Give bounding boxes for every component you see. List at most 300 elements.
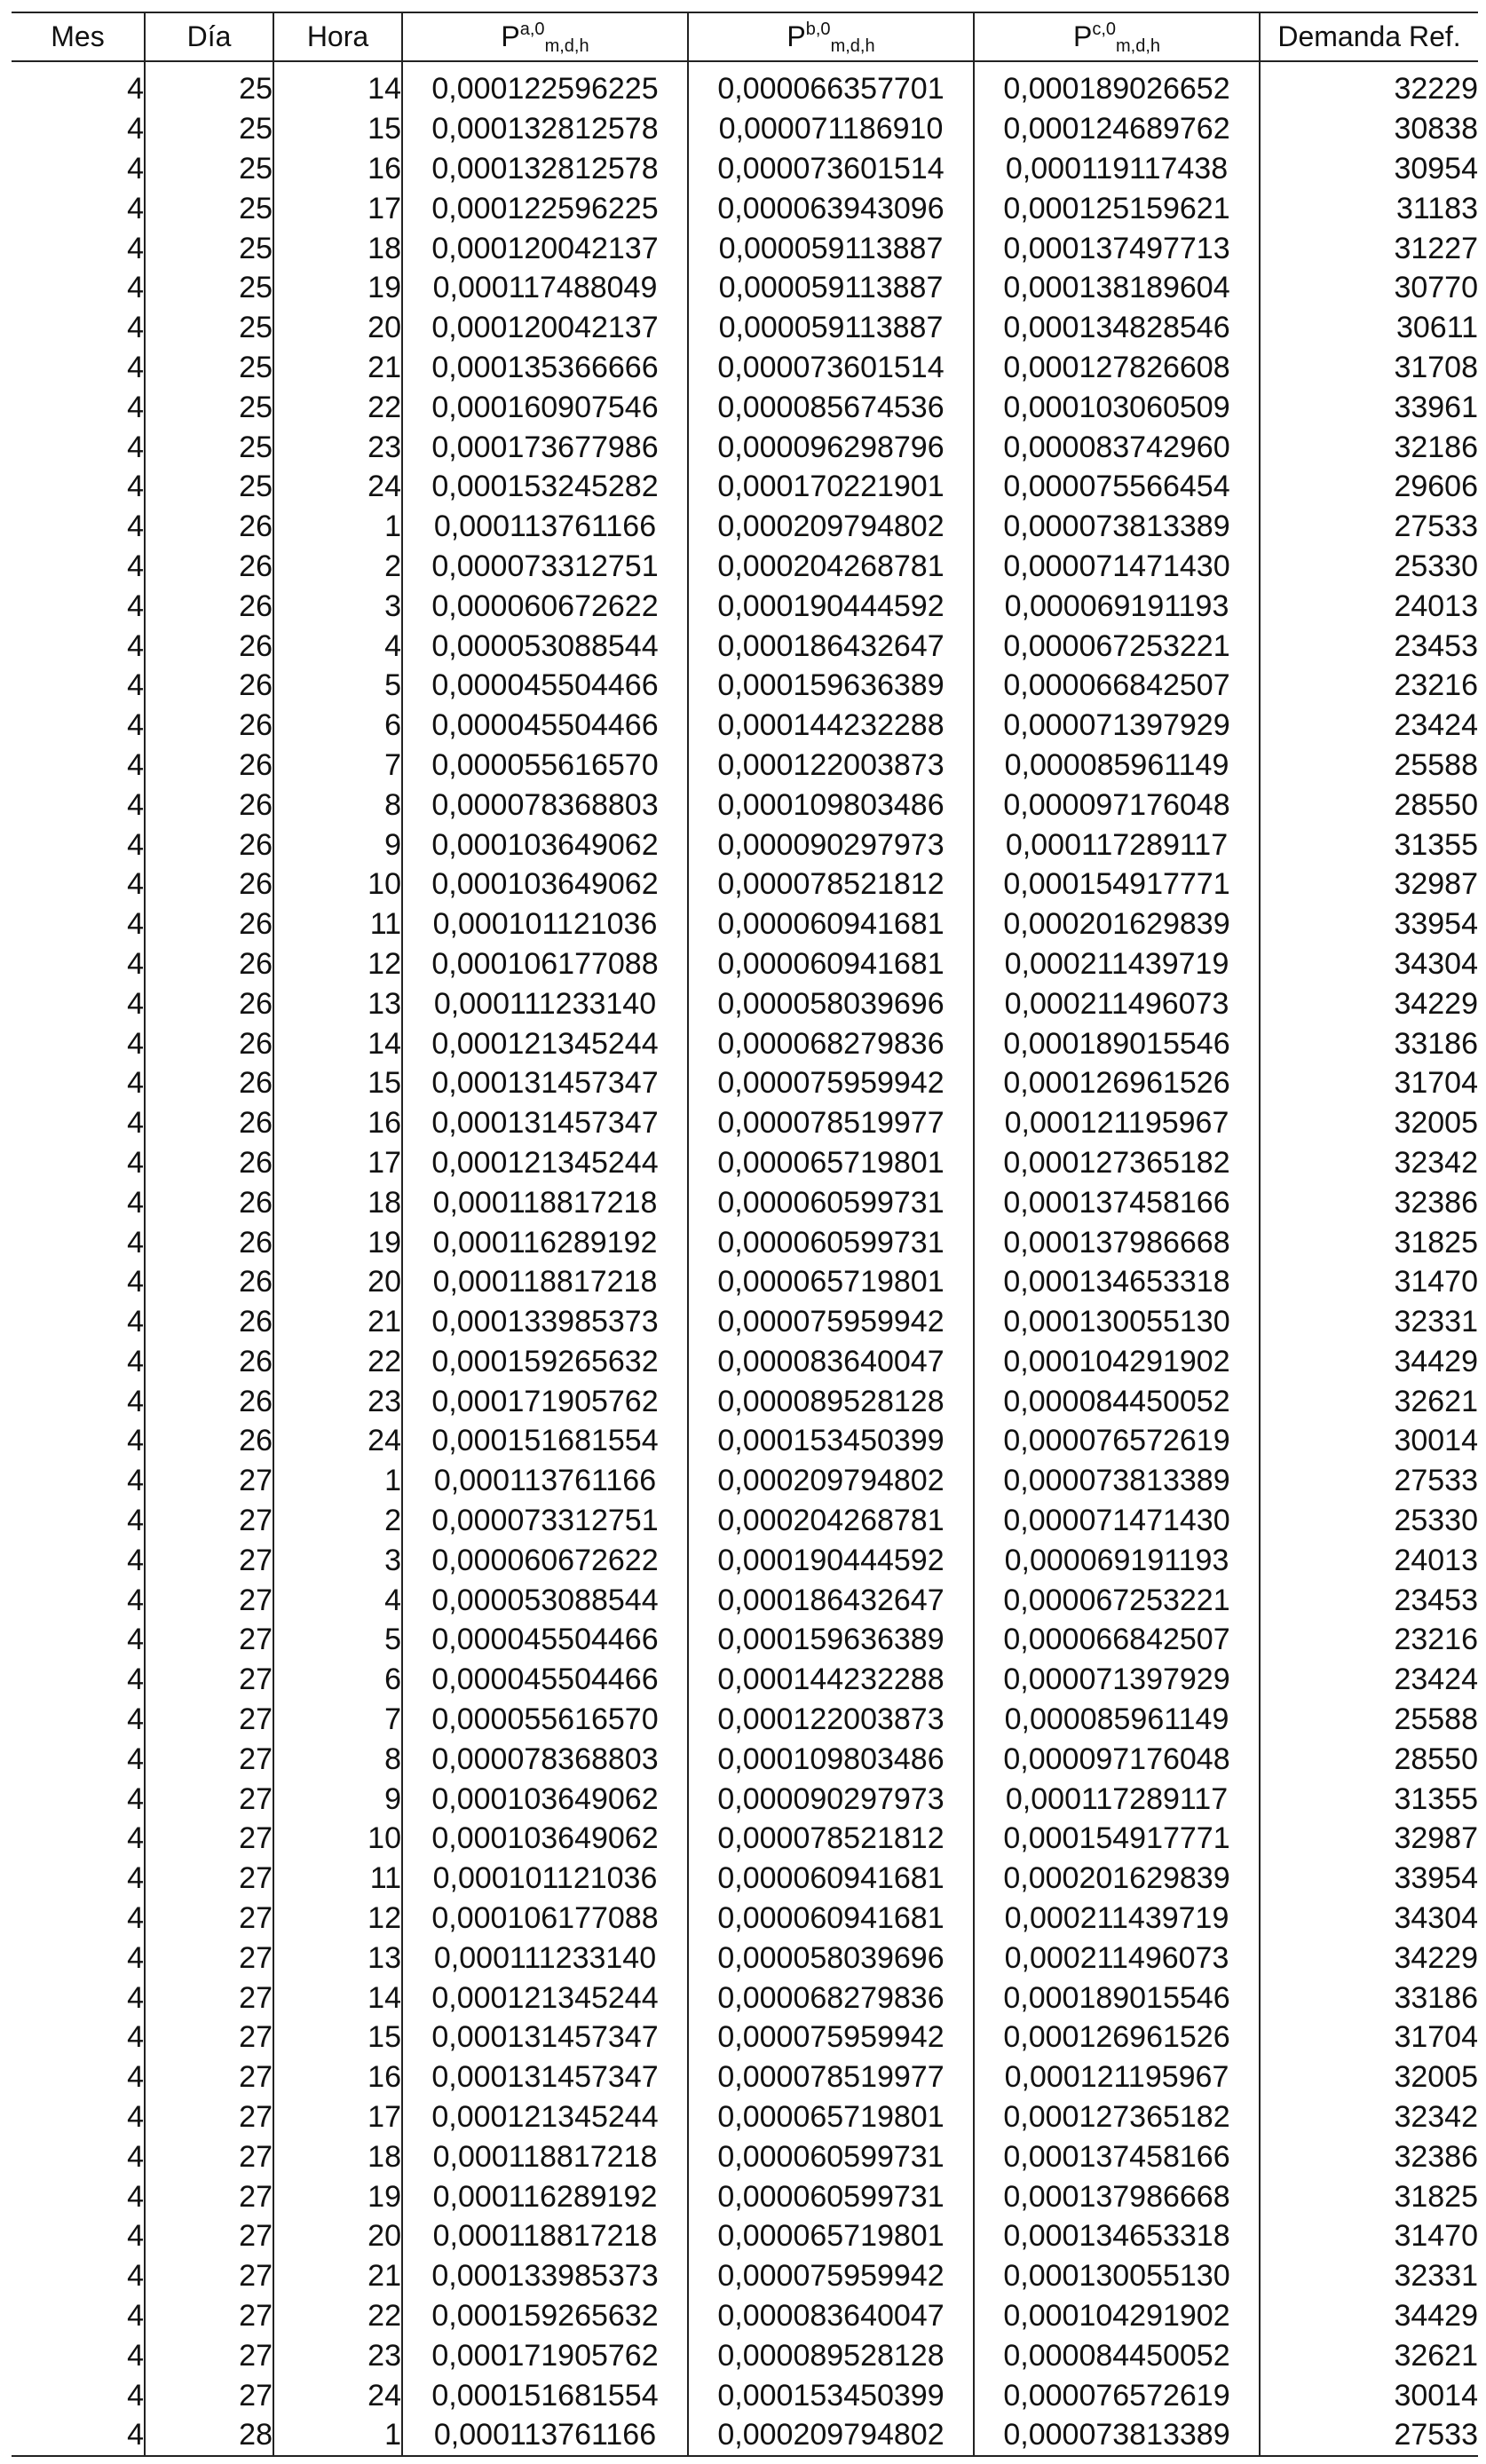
- cell-hora: 10: [273, 1819, 402, 1859]
- cell-pb0: 0,000083640047: [688, 1342, 974, 1382]
- cell-mes: 4: [127, 1662, 144, 1697]
- cell-dia: 27: [145, 2097, 273, 2137]
- cell-pb0: 0,000085674536: [688, 387, 974, 427]
- table-row: [12, 1660, 1478, 1700]
- cell-demanda: 32386: [1260, 1182, 1478, 1222]
- cell-demanda: 33186: [1260, 1978, 1478, 2018]
- cell-pc0: 0,000069191193: [974, 1540, 1260, 1580]
- cell-hora: 18: [273, 1182, 402, 1222]
- cell-mes: 4: [127, 2338, 144, 2373]
- cell-pa0: 0,000151681554: [402, 1421, 688, 1461]
- cell-pa0: 0,000118817218: [402, 2136, 688, 2176]
- cell-hora: 3: [273, 1540, 402, 1580]
- cell-pb0: 0,000090297973: [688, 1779, 974, 1819]
- cell-dia: 25: [145, 228, 273, 268]
- cell-dia: 27: [145, 2335, 273, 2375]
- cell-pc0: 0,000134653318: [974, 1262, 1260, 1302]
- cell-hora: 10: [273, 865, 402, 904]
- cell-mes: 4: [127, 1265, 144, 1299]
- cell-pa0: 0,000045504466: [402, 1620, 688, 1660]
- cell-hora: 19: [273, 2176, 402, 2216]
- cell-mes: 4: [127, 2219, 144, 2254]
- cell-pa0: 0,000078368803: [402, 785, 688, 825]
- cell-demanda: 34429: [1260, 1342, 1478, 1382]
- cell-hora: 11: [273, 1859, 402, 1899]
- table-row: [12, 188, 1478, 228]
- cell-pa0: 0,000055616570: [402, 1700, 688, 1740]
- cell-pa0: 0,000121345244: [402, 2097, 688, 2137]
- cell-pc0: 0,000189015546: [974, 1978, 1260, 2018]
- cell-dia: 25: [145, 427, 273, 467]
- cell-demanda: 33954: [1260, 1859, 1478, 1899]
- cell-mes: 4: [127, 1066, 144, 1101]
- cell-pb0: 0,000068279836: [688, 1978, 974, 2018]
- table-row: [12, 865, 1478, 904]
- cell-pb0: 0,000109803486: [688, 785, 974, 825]
- cell-demanda: 31704: [1260, 1063, 1478, 1103]
- table-row: [12, 1978, 1478, 2018]
- cell-pa0: 0,000121345244: [402, 1023, 688, 1063]
- cell-mes: 4: [127, 1741, 144, 1776]
- header-subscript: m,d,h: [544, 36, 589, 56]
- cell-dia: 26: [145, 1302, 273, 1342]
- cell-pa0: 0,000118817218: [402, 1182, 688, 1222]
- cell-pc0: 0,000071471430: [974, 1501, 1260, 1541]
- cell-demanda: 34229: [1260, 983, 1478, 1023]
- table-row: [12, 2216, 1478, 2256]
- table-row: [12, 1381, 1478, 1421]
- cell-dia: 27: [145, 2176, 273, 2216]
- cell-mes: 4: [127, 1344, 144, 1378]
- cell-mes: 4: [127, 1504, 144, 1538]
- cell-pa0: 0,000113761166: [402, 2415, 688, 2456]
- cell-mes: 4: [127, 986, 144, 1021]
- cell-dia: 25: [145, 149, 273, 189]
- cell-pc0: 0,000084450052: [974, 1381, 1260, 1421]
- cell-pc0: 0,000201629839: [974, 904, 1260, 944]
- cell-pb0: 0,000075959942: [688, 1302, 974, 1342]
- cell-pb0: 0,000071186910: [688, 109, 974, 149]
- table-row: [12, 1540, 1478, 1580]
- cell-demanda: 23424: [1260, 1660, 1478, 1700]
- cell-hora: 22: [273, 1342, 402, 1382]
- table-row: [12, 1262, 1478, 1302]
- header-hora: [273, 12, 402, 61]
- cell-dia: 26: [145, 1143, 273, 1183]
- cell-pa0: 0,000103649062: [402, 1819, 688, 1859]
- cell-pc0: 0,000076572619: [974, 1421, 1260, 1461]
- cell-pb0: 0,000078521812: [688, 1819, 974, 1859]
- cell-hora: 20: [273, 308, 402, 348]
- cell-mes: 4: [127, 2100, 144, 2135]
- cell-pb0: 0,000209794802: [688, 507, 974, 547]
- cell-dia: 27: [145, 1739, 273, 1779]
- table-row: [12, 1899, 1478, 1939]
- cell-pb0: 0,000144232288: [688, 1660, 974, 1700]
- cell-pa0: 0,000106177088: [402, 944, 688, 984]
- cell-mes: 4: [127, 470, 144, 504]
- cell-dia: 28: [145, 2415, 273, 2456]
- cell-pb0: 0,000063943096: [688, 188, 974, 228]
- cell-hora: 22: [273, 2296, 402, 2336]
- cell-mes: 4: [127, 191, 144, 225]
- cell-mes: 4: [127, 2299, 144, 2334]
- cell-dia: 27: [145, 1779, 273, 1819]
- cell-dia: 26: [145, 1262, 273, 1302]
- cell-pa0: 0,000133985373: [402, 2256, 688, 2296]
- data-table: [12, 12, 1478, 2457]
- cell-dia: 25: [145, 61, 273, 109]
- cell-pc0: 0,000127365182: [974, 1143, 1260, 1183]
- table-row: [12, 785, 1478, 825]
- table-row: [12, 746, 1478, 786]
- cell-dia: 26: [145, 1222, 273, 1262]
- cell-pb0: 0,000059113887: [688, 268, 974, 308]
- cell-dia: 26: [145, 1103, 273, 1143]
- cell-hora: 5: [273, 1620, 402, 1660]
- cell-demanda: 27533: [1260, 507, 1478, 547]
- cell-mes: 4: [127, 2378, 144, 2413]
- header-label: Mes: [51, 20, 105, 52]
- cell-demanda: 30611: [1260, 308, 1478, 348]
- cell-pa0: 0,000101121036: [402, 904, 688, 944]
- cell-mes: 4: [127, 1702, 144, 1737]
- cell-pa0: 0,000045504466: [402, 1660, 688, 1700]
- cell-hora: 1: [273, 507, 402, 547]
- cell-pa0: 0,000116289192: [402, 1222, 688, 1262]
- cell-hora: 5: [273, 666, 402, 706]
- cell-pb0: 0,000109803486: [688, 1739, 974, 1779]
- table-row: [12, 1779, 1478, 1819]
- cell-pb0: 0,000060599731: [688, 2176, 974, 2216]
- cell-pb0: 0,000065719801: [688, 1262, 974, 1302]
- cell-pa0: 0,000159265632: [402, 2296, 688, 2336]
- cell-hora: 16: [273, 149, 402, 189]
- header-subscript: m,d,h: [830, 36, 875, 56]
- cell-hora: 23: [273, 1381, 402, 1421]
- cell-pc0: 0,000097176048: [974, 1739, 1260, 1779]
- cell-dia: 26: [145, 1023, 273, 1063]
- cell-mes: 4: [127, 1026, 144, 1061]
- cell-pc0: 0,000067253221: [974, 1580, 1260, 1620]
- table-row: [12, 2097, 1478, 2137]
- cell-pc0: 0,000103060509: [974, 387, 1260, 427]
- cell-hora: 7: [273, 1700, 402, 1740]
- cell-mes: 4: [127, 1384, 144, 1418]
- cell-hora: 12: [273, 944, 402, 984]
- cell-demanda: 32005: [1260, 2057, 1478, 2097]
- cell-demanda: 31355: [1260, 825, 1478, 865]
- cell-dia: 26: [145, 1381, 273, 1421]
- cell-dia: 27: [145, 2216, 273, 2256]
- cell-hora: 9: [273, 825, 402, 865]
- table-row: [12, 1143, 1478, 1183]
- cell-pc0: 0,000211496073: [974, 983, 1260, 1023]
- cell-demanda: 31708: [1260, 348, 1478, 388]
- cell-mes: 4: [127, 151, 144, 186]
- cell-hora: 14: [273, 1978, 402, 2018]
- table-row: [12, 61, 1478, 109]
- cell-pa0: 0,000171905762: [402, 2335, 688, 2375]
- cell-pb0: 0,000204268781: [688, 547, 974, 587]
- cell-pa0: 0,000159265632: [402, 1342, 688, 1382]
- cell-hora: 23: [273, 2335, 402, 2375]
- cell-dia: 25: [145, 467, 273, 507]
- cell-dia: 27: [145, 1501, 273, 1541]
- cell-dia: 26: [145, 507, 273, 547]
- cell-mes: 4: [127, 2020, 144, 2055]
- table-row: [12, 109, 1478, 149]
- cell-pa0: 0,000121345244: [402, 1978, 688, 2018]
- cell-pa0: 0,000060672622: [402, 1540, 688, 1580]
- header-demanda-ref: [1260, 12, 1478, 61]
- cell-demanda: 34304: [1260, 944, 1478, 984]
- cell-demanda: 30770: [1260, 268, 1478, 308]
- cell-pa0: 0,000060672622: [402, 586, 688, 626]
- cell-pb0: 0,000159636389: [688, 1620, 974, 1660]
- cell-mes: 4: [127, 390, 144, 424]
- header-row: [12, 12, 1478, 61]
- cell-mes: 4: [127, 1861, 144, 1896]
- cell-mes: 4: [127, 787, 144, 822]
- cell-demanda: 23216: [1260, 666, 1478, 706]
- cell-demanda: 23216: [1260, 1620, 1478, 1660]
- cell-demanda: 23424: [1260, 706, 1478, 746]
- cell-dia: 26: [145, 626, 273, 666]
- cell-pc0: 0,000121195967: [974, 1103, 1260, 1143]
- cell-pa0: 0,000173677986: [402, 427, 688, 467]
- table-row: [12, 1063, 1478, 1103]
- cell-pb0: 0,000089528128: [688, 2335, 974, 2375]
- cell-pb0: 0,000083640047: [688, 2296, 974, 2336]
- cell-pc0: 0,000130055130: [974, 2256, 1260, 2296]
- cell-demanda: 28550: [1260, 1739, 1478, 1779]
- header-superscript: a,0: [519, 20, 545, 39]
- cell-pb0: 0,000065719801: [688, 1143, 974, 1183]
- cell-demanda: 28550: [1260, 785, 1478, 825]
- table-row: [12, 1580, 1478, 1620]
- cell-demanda: 31470: [1260, 1262, 1478, 1302]
- cell-pc0: 0,000189026652: [974, 61, 1260, 109]
- cell-pb0: 0,000078519977: [688, 1103, 974, 1143]
- cell-dia: 26: [145, 944, 273, 984]
- cell-pb0: 0,000089528128: [688, 1381, 974, 1421]
- cell-dia: 27: [145, 2375, 273, 2415]
- cell-pc0: 0,000069191193: [974, 586, 1260, 626]
- cell-dia: 27: [145, 2018, 273, 2057]
- cell-hora: 8: [273, 1739, 402, 1779]
- cell-dia: 25: [145, 348, 273, 388]
- cell-pc0: 0,000201629839: [974, 1859, 1260, 1899]
- cell-dia: 26: [145, 904, 273, 944]
- table-row: [12, 586, 1478, 626]
- header-mes: [12, 12, 145, 61]
- cell-hora: 7: [273, 746, 402, 786]
- cell-pb0: 0,000078521812: [688, 865, 974, 904]
- cell-demanda: 31183: [1260, 188, 1478, 228]
- cell-pa0: 0,000103649062: [402, 865, 688, 904]
- cell-pa0: 0,000122596225: [402, 188, 688, 228]
- cell-pc0: 0,000189015546: [974, 1023, 1260, 1063]
- cell-pa0: 0,000116289192: [402, 2176, 688, 2216]
- cell-pa0: 0,000113761166: [402, 507, 688, 547]
- cell-dia: 27: [145, 1461, 273, 1501]
- cell-pb0: 0,000068279836: [688, 1023, 974, 1063]
- cell-hora: 19: [273, 1222, 402, 1262]
- table-row: [12, 149, 1478, 189]
- cell-hora: 4: [273, 626, 402, 666]
- table-row: [12, 666, 1478, 706]
- cell-pa0: 0,000122596225: [402, 61, 688, 109]
- header-dia: [145, 12, 273, 61]
- cell-mes: 4: [127, 1424, 144, 1458]
- cell-pa0: 0,000120042137: [402, 308, 688, 348]
- table-row: [12, 1023, 1478, 1063]
- table-row: [12, 1421, 1478, 1461]
- cell-pb0: 0,000122003873: [688, 1700, 974, 1740]
- table-row: [12, 983, 1478, 1023]
- cell-demanda: 30954: [1260, 149, 1478, 189]
- cell-mes: 4: [127, 112, 144, 146]
- cell-pc0: 0,000121195967: [974, 2057, 1260, 2097]
- table-row: [12, 1302, 1478, 1342]
- table-row: [12, 2136, 1478, 2176]
- table-row: [12, 1938, 1478, 1978]
- cell-pc0: 0,000084450052: [974, 2335, 1260, 2375]
- table-row: [12, 308, 1478, 348]
- cell-pa0: 0,000117488049: [402, 268, 688, 308]
- cell-demanda: 31825: [1260, 1222, 1478, 1262]
- cell-mes: 4: [127, 2259, 144, 2294]
- cell-mes: 4: [127, 628, 144, 663]
- cell-mes: 4: [127, 1781, 144, 1816]
- cell-hora: 2: [273, 547, 402, 587]
- cell-demanda: 27533: [1260, 1461, 1478, 1501]
- cell-pb0: 0,000096298796: [688, 427, 974, 467]
- cell-mes: 4: [127, 509, 144, 544]
- cell-demanda: 25588: [1260, 746, 1478, 786]
- cell-pc0: 0,000104291902: [974, 2296, 1260, 2336]
- cell-pa0: 0,000131457347: [402, 2057, 688, 2097]
- cell-demanda: 32621: [1260, 1381, 1478, 1421]
- cell-hora: 13: [273, 983, 402, 1023]
- cell-hora: 8: [273, 785, 402, 825]
- cell-demanda: 31825: [1260, 2176, 1478, 2216]
- cell-hora: 17: [273, 2097, 402, 2137]
- cell-dia: 27: [145, 1660, 273, 1700]
- cell-pc0: 0,000085961149: [974, 746, 1260, 786]
- cell-pb0: 0,000060599731: [688, 1182, 974, 1222]
- cell-pb0: 0,000170221901: [688, 467, 974, 507]
- cell-dia: 27: [145, 1819, 273, 1859]
- cell-pc0: 0,000138189604: [974, 268, 1260, 308]
- table-row: [12, 944, 1478, 984]
- cell-demanda: 34429: [1260, 2296, 1478, 2336]
- cell-hora: 11: [273, 904, 402, 944]
- cell-hora: 19: [273, 268, 402, 308]
- cell-demanda: 32987: [1260, 865, 1478, 904]
- cell-pc0: 0,000071471430: [974, 547, 1260, 587]
- cell-demanda: 31704: [1260, 2018, 1478, 2057]
- cell-dia: 26: [145, 1182, 273, 1222]
- cell-pb0: 0,000075959942: [688, 2256, 974, 2296]
- cell-pc0: 0,000154917771: [974, 865, 1260, 904]
- cell-mes: 4: [127, 2060, 144, 2095]
- cell-demanda: 30014: [1260, 2375, 1478, 2415]
- cell-pa0: 0,000120042137: [402, 228, 688, 268]
- cell-dia: 26: [145, 825, 273, 865]
- cell-pa0: 0,000103649062: [402, 825, 688, 865]
- cell-pc0: 0,000117289117: [974, 825, 1260, 865]
- cell-pb0: 0,000060941681: [688, 944, 974, 984]
- cell-hora: 9: [273, 1779, 402, 1819]
- cell-hora: 14: [273, 61, 402, 109]
- cell-pc0: 0,000071397929: [974, 706, 1260, 746]
- cell-pb0: 0,000058039696: [688, 1938, 974, 1978]
- cell-dia: 27: [145, 1540, 273, 1580]
- cell-pb0: 0,000065719801: [688, 2216, 974, 2256]
- cell-pc0: 0,000130055130: [974, 1302, 1260, 1342]
- cell-hora: 18: [273, 228, 402, 268]
- cell-pa0: 0,000045504466: [402, 706, 688, 746]
- cell-demanda: 33186: [1260, 1023, 1478, 1063]
- table-row: [12, 2176, 1478, 2216]
- header-pb0: [688, 12, 974, 61]
- cell-pc0: 0,000117289117: [974, 1779, 1260, 1819]
- cell-mes: 4: [127, 2179, 144, 2214]
- cell-pb0: 0,000153450399: [688, 1421, 974, 1461]
- cell-mes: 4: [127, 1225, 144, 1260]
- cell-pb0: 0,000186432647: [688, 626, 974, 666]
- cell-mes: 4: [127, 1821, 144, 1856]
- cell-hora: 17: [273, 1143, 402, 1183]
- cell-dia: 25: [145, 109, 273, 149]
- cell-demanda: 30838: [1260, 109, 1478, 149]
- table-row: [12, 904, 1478, 944]
- cell-dia: 27: [145, 2296, 273, 2336]
- cell-demanda: 33961: [1260, 387, 1478, 427]
- cell-pb0: 0,000078519977: [688, 2057, 974, 2097]
- cell-dia: 26: [145, 983, 273, 1023]
- cell-mes: 4: [127, 350, 144, 384]
- table-row: [12, 1819, 1478, 1859]
- cell-pb0: 0,000060941681: [688, 1899, 974, 1939]
- table-row: [12, 1501, 1478, 1541]
- table-row: [12, 1739, 1478, 1779]
- cell-pb0: 0,000073601514: [688, 348, 974, 388]
- cell-hora: 24: [273, 1421, 402, 1461]
- cell-demanda: 24013: [1260, 586, 1478, 626]
- cell-hora: 16: [273, 1103, 402, 1143]
- table-row: [12, 2296, 1478, 2336]
- cell-dia: 26: [145, 1421, 273, 1461]
- cell-pb0: 0,000144232288: [688, 706, 974, 746]
- cell-dia: 27: [145, 2057, 273, 2097]
- cell-dia: 27: [145, 1899, 273, 1939]
- cell-mes: 4: [127, 311, 144, 345]
- header-superscript: c,0: [1092, 20, 1116, 39]
- cell-mes: 4: [127, 668, 144, 703]
- cell-demanda: 34229: [1260, 1938, 1478, 1978]
- cell-demanda: 32987: [1260, 1819, 1478, 1859]
- cell-pb0: 0,000186432647: [688, 1580, 974, 1620]
- cell-pb0: 0,000060941681: [688, 904, 974, 944]
- cell-demanda: 30014: [1260, 1421, 1478, 1461]
- cell-dia: 25: [145, 188, 273, 228]
- cell-hora: 21: [273, 1302, 402, 1342]
- table-row: [12, 427, 1478, 467]
- cell-pc0: 0,000137497713: [974, 228, 1260, 268]
